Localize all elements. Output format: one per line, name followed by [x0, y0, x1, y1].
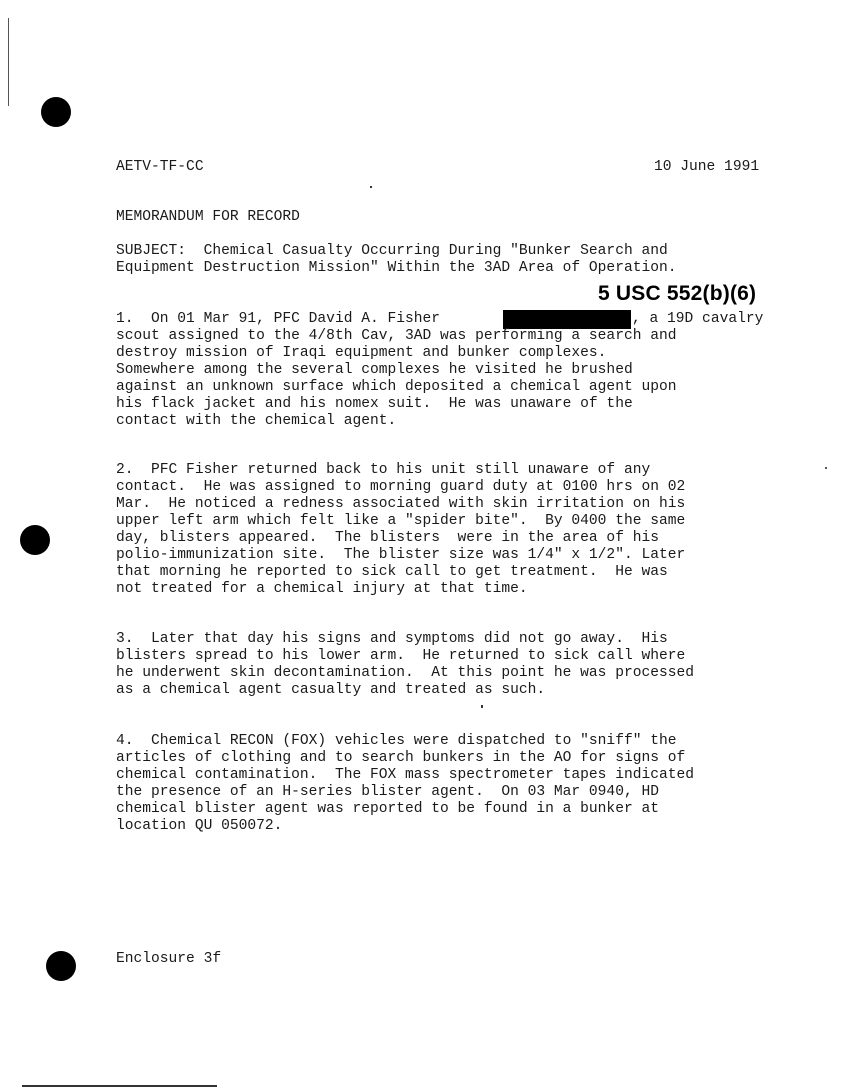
paragraph-line: location QU 050072. [116, 818, 283, 834]
paragraph-line: upper left arm which felt like a "spider bite". By 0400 the same [116, 513, 686, 529]
paragraph-1 [116, 311, 677, 430]
paragraph-line: day, blisters appeared. The blisters were in the area of his [116, 530, 659, 546]
paragraph-line: against an unknown surface which deposited a chemical agent upon [116, 379, 677, 395]
paragraph-2 [116, 462, 685, 598]
left-edge-line [8, 18, 9, 106]
paragraph-line: 1. On 01 Mar 91, PFC David A. Fisher [116, 311, 441, 327]
punch-hole-bottom [46, 951, 76, 981]
paragraph-line: 4. Chemical RECON (FOX) vehicles were dispatched to "sniff" the [116, 733, 677, 749]
paragraph-line: he underwent skin decontamination. At this point he was processed [116, 665, 695, 681]
enclosure-label: Enclosure 3f [116, 951, 222, 967]
subject-block [116, 243, 677, 277]
paragraph-line: chemical contamination. The FOX mass spectrometer tapes indicated [116, 767, 695, 783]
paragraph-line: contact. He was assigned to morning guard duty at 0100 hrs on 02 [116, 479, 686, 495]
punch-hole-top [41, 97, 71, 127]
speck [825, 467, 827, 469]
paragraph-line: contact with the chemical agent. [116, 413, 397, 429]
paragraph-line: polio-immunization site. The blister size was 1/4" x 1/2". Later [116, 547, 686, 563]
subject-text-1: Chemical Casualty Occurring During "Bunker Search and [203, 243, 668, 259]
paragraph-line: as a chemical agent casualty and treated as such. [116, 682, 546, 698]
paragraph-line: blisters spread to his lower arm. He returned to sick call where [116, 648, 686, 664]
paragraph-line: not treated for a chemical injury at that time. [116, 581, 528, 597]
office-symbol: AETV-TF-CC [116, 159, 204, 175]
paragraph-line: that morning he reported to sick call to get treatment. He was [116, 564, 668, 580]
bottom-edge-line [22, 1085, 217, 1087]
paragraph-line: Somewhere among the several complexes he visited he brushed [116, 362, 633, 378]
paragraph-line: destroy mission of Iraqi equipment and bunker complexes. [116, 345, 607, 361]
paragraph-line: the presence of an H-series blister agent. On 03 Mar 0940, HD [116, 784, 659, 800]
paragraph-1-after-redaction: , a 19D cavalry [632, 311, 764, 327]
speck [370, 186, 372, 188]
subject-label: SUBJECT: [116, 243, 187, 259]
memo-date: 10 June 1991 [654, 159, 760, 175]
paragraph-3 [116, 631, 694, 699]
paragraph-line: chemical blister agent was reported to be found in a bunker at [116, 801, 659, 817]
punch-hole-middle [20, 525, 50, 555]
paragraph-line: his flack jacket and his nomex suit. He was unaware of the [116, 396, 633, 412]
paragraph-line: Mar. He noticed a redness associated with skin irritation on his [116, 496, 686, 512]
speck [481, 705, 483, 708]
subject-line-2: Equipment Destruction Mission" Within the 3AD Area of Operation. [116, 260, 677, 276]
paragraph-line: 2. PFC Fisher returned back to his unit still unaware of any [116, 462, 651, 478]
memo-title: MEMORANDUM FOR RECORD [116, 209, 300, 225]
subject-line-1 [116, 243, 677, 260]
paragraph-line: articles of clothing and to search bunkers in the AO for signs of [116, 750, 686, 766]
paragraph-4 [116, 733, 694, 835]
paragraph-line: scout assigned to the 4/8th Cav, 3AD was performing a search and [116, 328, 677, 344]
redaction-stamp: 5 USC 552(b)(6) [598, 282, 757, 305]
paragraph-line: 3. Later that day his signs and symptoms did not go away. His [116, 631, 668, 647]
